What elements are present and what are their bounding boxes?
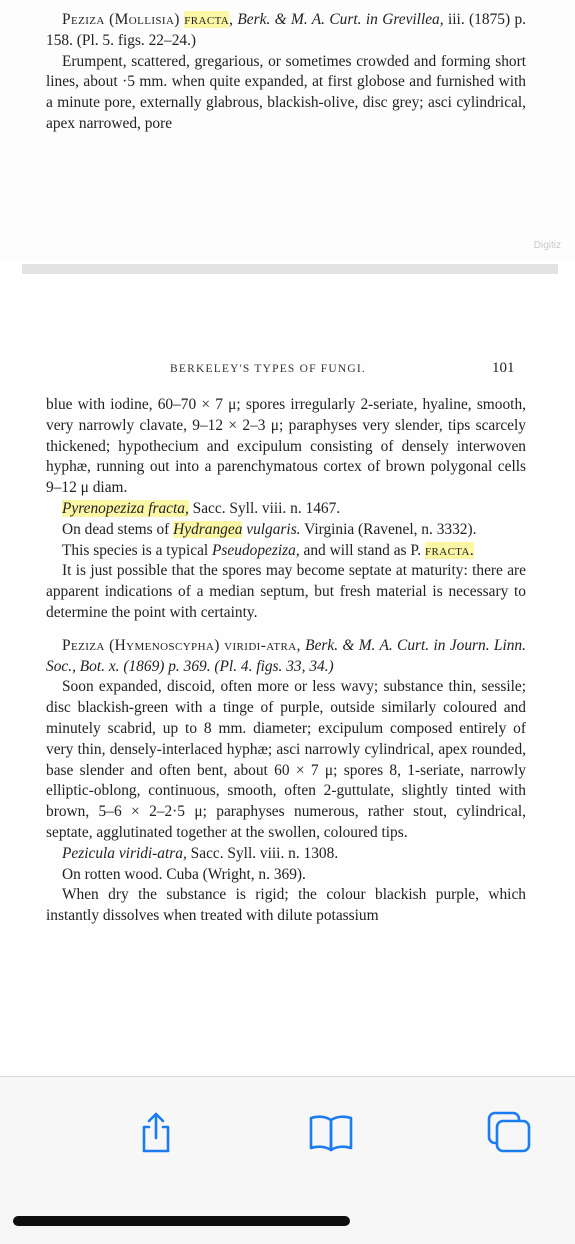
entry2-synonym-line xyxy=(46,844,526,865)
synonym-line xyxy=(46,499,526,520)
note-paragraph-2: It is just possible that the spores may become septate at maturity: there are apparent indications of a median septum, but fresh material is necessary to determine the point with certainty. xyxy=(46,562,526,621)
locality: Virginia (Ravenel, n. 3332). xyxy=(304,520,477,538)
host-epithet: vulgaris. xyxy=(242,520,301,538)
page-body xyxy=(46,395,526,927)
subgenus-name: (Mollisia) xyxy=(109,11,180,28)
note-paragraph xyxy=(46,541,526,562)
previous-page xyxy=(0,0,575,262)
reference: iii. (1875) p. 158. (Pl. 5. figs. 22–24.) xyxy=(46,11,527,49)
share-icon xyxy=(136,1110,176,1154)
watermark-text: Digitiz xyxy=(533,240,561,251)
reader-button[interactable] xyxy=(306,1107,356,1157)
share-button[interactable] xyxy=(131,1107,181,1157)
entry2-heading xyxy=(46,636,526,678)
entry-heading: Peziza (Mollisia) fracta, Berk. & M. A. Curt. in Grevillea, iii. (1875) p. 158. (Pl. 5. figs. 22–24.) xyxy=(46,11,527,49)
running-head: BERKELEY'S TYPES OF FUNGI. xyxy=(170,363,366,375)
entry2-subgenus: (Hymenoscypha) xyxy=(109,636,220,654)
entry2-reference: Journ. Linn. Soc., Bot. x. (1869) p. 369. (Pl. 4. figs. 33, 34.) xyxy=(46,636,526,675)
authority: Berk. & M. A. Curt. in Grevillea, xyxy=(237,11,444,28)
section-spacer xyxy=(46,624,526,636)
note-text-end: , and will stand as xyxy=(295,541,407,559)
synonym-ref: Sacc. Syll. viii. n. 1467. xyxy=(188,499,341,517)
entry2-description: Soon expanded, discoid, often more or less wavy; substance thin, sessile; disc blackish-green with a tinge of purple, outside similarly coloured and minutely scabrid, up to 8 mm. diameter; excipulum composed entirely of very thin, densely-interlaced hyphæ; asci narrowly cylindrical, apex rounded, base slender and often bent, about 60 × 7 μ; spores 8, 1-seriate, narrowly elliptic-oblong, continuous, smooth, often 2-guttulate, slightly tinted with brown, 5–6 × 2–2·5 μ; paraphyses numerous, rather stout, cylindrical, septate, agglutinated together at the swollen, coloured tips. xyxy=(46,678,526,841)
synonym-name: Pyrenopeziza fracta, xyxy=(62,499,189,517)
description: Erumpent, scattered, gregarious, or sometimes crowded and forming short lines, about ·5 mm. when quite expanded, at first globose and furnished with a minute pore, externally glabrous, blackish-olive, disc grey; asci cylindrical, apex narrowed, pore xyxy=(46,52,526,132)
note-genus: Pseudopeziza xyxy=(212,541,296,559)
species-name: fracta xyxy=(184,11,230,28)
home-indicator[interactable] xyxy=(13,1216,350,1226)
note-species: fracta. xyxy=(424,541,475,559)
note-name-prefix: P. xyxy=(410,541,425,559)
page-number: 101 xyxy=(492,360,515,376)
entry2-note: When dry the substance is rigid; the colour blackish purple, which instantly dissolves when treated with dilute potassium xyxy=(46,886,526,925)
entry2-species: viridi-atra, xyxy=(224,636,301,654)
genus-name: Peziza xyxy=(62,11,105,28)
top-entry xyxy=(46,10,526,135)
note-text: This species is a typical xyxy=(62,541,213,559)
habitat-text: On dead stems of xyxy=(62,520,174,538)
book-icon xyxy=(307,1112,355,1152)
entry2-synonym: Pezicula viridi-atra, xyxy=(62,844,187,862)
tabs-button[interactable] xyxy=(484,1107,534,1157)
entry2-habitat: On rotten wood. Cuba (Wright, n. 369). xyxy=(62,865,306,883)
entry2-genus: Peziza xyxy=(62,636,105,654)
continuation-paragraph: blue with iodine, 60–70 × 7 μ; spores irregularly 2-seriate, hyaline, smooth, very narrowly clavate, 9–12 × 2–3 μ; paraphyses very slender, tips scarcely thickened; hypothecium and excipulum consisting of densely interwoven hyphæ, running out into a parenchymatous cortex of brown polygonal cells 9–12 μ diam. xyxy=(46,396,526,497)
page-gap xyxy=(22,264,558,274)
host-name: Hydrangea xyxy=(173,520,243,538)
tabs-icon xyxy=(485,1109,533,1155)
habitat-line xyxy=(46,520,526,541)
entry2-authority: Berk. & M. A. Curt. in xyxy=(300,636,446,654)
entry2-synonym-ref: Sacc. Syll. viii. n. 1308. xyxy=(186,844,339,862)
